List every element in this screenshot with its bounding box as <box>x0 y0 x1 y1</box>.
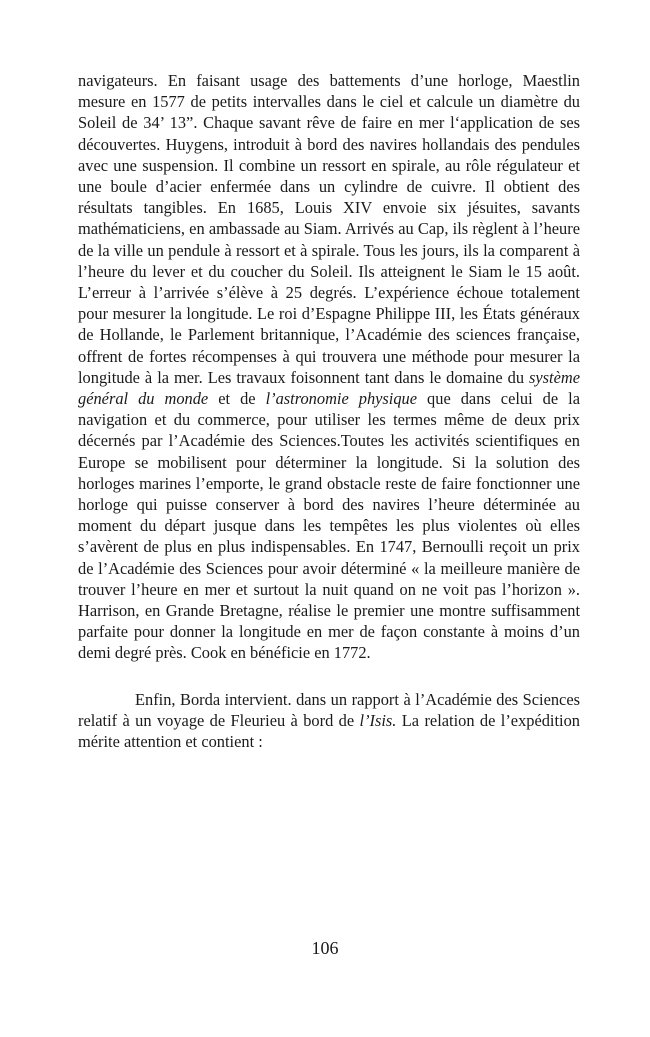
body-text <box>78 70 580 752</box>
paragraph-1-text: et de <box>208 389 266 409</box>
paragraph-1-text: navigateurs. En faisant usage des battements d’une horloge, Maestlin mesure en 1577 de petits intervalles dans le ciel et calcule un diamètre du Soleil de 34’ 13”. Chaque savant rêve de faire en mer l‘application de ses découvertes. Huygens, introduit à bord des navires hollandais des pendules avec une suspension. Il combine un ressort en spirale, au rôle régulateur et une boule d’acier enfermée dans un cylindre de cuivre. Il obtient des résultats tangibles. En 1685, Louis XIV envoie six jésuites, savants mathématiciens, en ambassade au Siam. Arrivés au Cap, ils règlent à l’heure de la ville un pendule à ressort et à spirale. Tous les jours, ils la comparent à l’heure du lever et du coucher du Soleil. Ils atteignent le Siam le 15 août. L’erreur à l’arrivée s’élève à 25 degrés. L’expérience échoue totalement pour mesurer la longitude. Le roi d’Espagne Philippe III, les États généraux de Hollande, le Parlement britannique, l’Académie des sciences française, offrent de fortes récompenses à qui trouvera une méthode pour mesurer la longitude à la mer. Les travaux foisonnent tant dans le domaine du <box>78 71 580 387</box>
page-number: 106 <box>311 938 339 958</box>
paragraph-2 <box>78 689 580 753</box>
paragraph-1 <box>78 70 580 664</box>
italic-phrase-astronomie-physique: l’astronomie physique <box>265 389 418 409</box>
paragraph-2-text: Enfin, Borda intervient. dans un rapport à l’Académie des Sciences relatif à un voyage de Fleurieu à bord de <box>78 689 580 730</box>
italic-phrase-systeme-general: système général du monde <box>78 367 580 409</box>
italic-ship-name: l’Isis. <box>359 710 397 730</box>
paragraph-1-text: que dans celui de la navigation et du commerce, pour utiliser les termes même de deux prix décernés par l’Académie des Sciences.Toutes les activités scientifiques en Europe se mobilisent pour déterminer la longitude. Si la solution des horloges marines l’emporte, le grand obstacle reste de faire fonctionner une horloge qui puisse conserver à bord des navires l’heure déterminée au moment du départ jusque dans les tempêtes les plus violentes où elles s’avèrent de plus en plus indispensables. En 1747, Bernoulli reçoit un prix de l’Académie des Sciences pour avoir déterminé « la meilleure manière de trouver l’heure en mer et surtout la nuit quand on ne voit pas l’horizon ». Harrison, en Grande Bretagne, réalise le premier une montre suffisamment parfaite pour donner la longitude en mer de façon constante à moins d’un demi degré près. Cook en bénéficie en 1772. <box>78 389 580 663</box>
paragraph-2-text: La relation de l’expédition mérite attention et contient : <box>78 710 580 752</box>
